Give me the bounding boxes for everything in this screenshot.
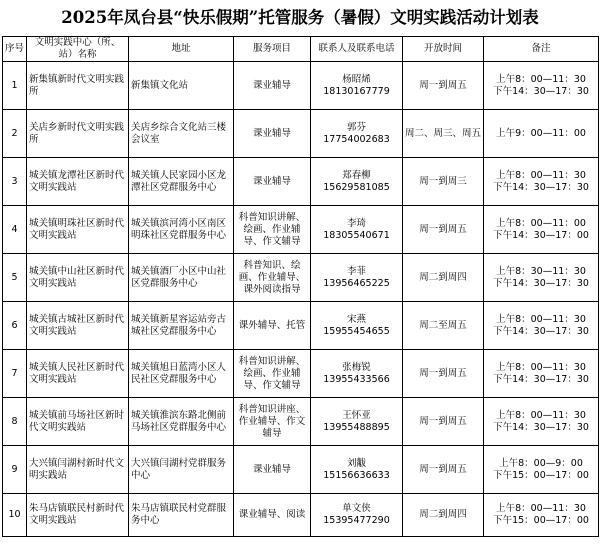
note-morning: 上午8：00—11：00 (496, 217, 586, 229)
table-row (3, 302, 599, 350)
table-row (3, 206, 599, 254)
table-row (3, 446, 599, 494)
contact-cell (311, 398, 403, 446)
note-morning: 上午8：00—11：30 (496, 361, 586, 373)
center-name: 城关镇明珠社区新时代文明实践站 (27, 206, 129, 254)
address: 城关镇滨河湾小区南区明珠社区党群服务中心 (129, 206, 234, 254)
note-afternoon: 下午15：00—17：00 (493, 515, 589, 526)
contact-phone: 15156636633 (323, 469, 390, 481)
contact-name: 李菲 (346, 265, 366, 277)
row-number: 6 (3, 302, 27, 350)
open-time: 周一到周五 (403, 398, 484, 446)
note-cell (484, 254, 599, 302)
row-number: 2 (3, 110, 27, 158)
address: 城关镇旭日蓝湾小区人民社区党群服务中心 (129, 350, 234, 398)
note-morning: 上午8：30—11：30 (496, 265, 586, 277)
service-items: 课业辅导 (234, 62, 311, 110)
contact-cell (311, 62, 403, 110)
note-morning: 上午8：00—11：30 (496, 169, 586, 181)
note-afternoon: 下午14：30—17：00 (493, 229, 589, 241)
address: 城关镇新星容运站旁古城社区党群服务中心 (129, 302, 234, 350)
contact-phone: 15629581085 (323, 181, 390, 193)
address: 城关镇淮滨东路北侧前马场社区党群服务中心 (129, 398, 234, 446)
contact-name: 单文侠 (342, 503, 371, 514)
service-items: 科普知识讲座、作业辅导、作文辅导 (234, 398, 311, 446)
contact-name: 李琦 (346, 217, 366, 229)
contact-name: 王怀亚 (342, 409, 371, 421)
note-cell (484, 62, 599, 110)
note-afternoon: 下午15：00—17：00 (493, 469, 589, 481)
service-items: 科普知识讲解、绘画、作业辅导、作文辅导 (234, 206, 311, 254)
header-service: 服务项目 (234, 37, 311, 62)
open-time: 周一到周五 (403, 446, 484, 494)
contact-name: 郭芬 (346, 121, 366, 133)
open-time: 周二到周四 (403, 254, 484, 302)
header-center: 文明实践中心（所、站）名称 (27, 37, 129, 62)
address: 大兴镇闫湖村党群服务中心 (129, 446, 234, 494)
header-no: 序号 (3, 37, 27, 62)
contact-phone: 15395477290 (323, 515, 390, 526)
center-name: 城关镇人民社区新时代文明实践站 (27, 350, 129, 398)
table-row (3, 254, 599, 302)
service-items: 课业辅导、阅读 (234, 494, 311, 537)
row-number: 9 (3, 446, 27, 494)
open-time: 周二至周五 (403, 302, 484, 350)
note-cell (484, 206, 599, 254)
contact-name: 张梅锐 (342, 361, 371, 373)
open-time: 周一到周三 (403, 158, 484, 206)
open-time: 周一到周五 (403, 206, 484, 254)
contact-name: 刘黻 (346, 457, 366, 469)
contact-phone: 17754002683 (323, 133, 390, 145)
contact-phone: 18305540671 (323, 229, 390, 241)
contact-name: 杨昭烯 (342, 73, 371, 85)
note-morning: 上午8：00—11：30 (496, 503, 586, 514)
note-afternoon: 下午14：30—17：30 (493, 277, 589, 289)
row-number: 5 (3, 254, 27, 302)
open-time: 周一到周五 (403, 350, 484, 398)
contact-cell (311, 206, 403, 254)
contact-cell (311, 254, 403, 302)
address: 城关镇人民家园小区龙潭社区党群服务中心 (129, 158, 234, 206)
note-afternoon: 下午14：30—17：30 (493, 85, 589, 97)
activity-plan-table (2, 36, 599, 537)
address: 朱马店镇联民村党群服务中心 (129, 494, 234, 537)
service-items: 课业辅导 (234, 446, 311, 494)
contact-name: 郑春柳 (342, 169, 371, 181)
note-afternoon: 下午14：30—17：30 (493, 325, 589, 337)
note-cell (484, 446, 599, 494)
address: 城关镇酒厂小区中山社区党群服务中心 (129, 254, 234, 302)
contact-phone: 13955433566 (323, 373, 390, 385)
contact-phone: 18130167779 (323, 85, 390, 97)
contact-phone: 13955488895 (323, 421, 390, 433)
note-cell (484, 158, 599, 206)
center-name: 城关镇龙潭社区新时代文明实践站 (27, 158, 129, 206)
row-number: 3 (3, 158, 27, 206)
note-morning: 上午8：00—11：30 (496, 313, 586, 325)
note-cell (484, 302, 599, 350)
header-contact: 联系人及联系电话 (311, 37, 403, 62)
contact-cell (311, 110, 403, 158)
contact-phone: 15955454655 (323, 325, 390, 337)
center-name: 大兴镇闫湖村新时代文明实践站 (27, 446, 129, 494)
center-name: 城关镇古城社区新时代文明实践站 (27, 302, 129, 350)
header-open-time: 开放时间 (403, 37, 484, 62)
service-items: 课外辅导、托管 (234, 302, 311, 350)
table-row (3, 110, 599, 158)
service-items: 科普知识讲解、绘画、作业辅导、作文辅导 (234, 350, 311, 398)
open-time: 周二到周四 (403, 494, 484, 537)
header-address: 地址 (129, 37, 234, 62)
service-items: 课业辅导 (234, 110, 311, 158)
service-items: 课业辅导 (234, 158, 311, 206)
note-afternoon: 下午14：30—17：30 (493, 373, 589, 385)
row-number: 7 (3, 350, 27, 398)
open-time: 周一到周五 (403, 62, 484, 110)
note-cell (484, 398, 599, 446)
row-number: 4 (3, 206, 27, 254)
row-number: 10 (3, 494, 27, 537)
service-items: 科普知识、绘画、作业辅导、课外阅读指导 (234, 254, 311, 302)
address: 关店乡综合文化站三楼会议室 (129, 110, 234, 158)
contact-cell (311, 494, 403, 537)
note-morning: 上午8：00—9：00 (499, 457, 583, 469)
row-number: 8 (3, 398, 27, 446)
center-name: 城关镇前马场社区新时代文明实践站 (27, 398, 129, 446)
row-number: 1 (3, 62, 27, 110)
center-name: 关店乡新时代文明实践所 (27, 110, 129, 158)
note-cell (484, 110, 599, 158)
table-row (3, 494, 599, 537)
center-name: 新集镇新时代文明实践所 (27, 62, 129, 110)
contact-cell (311, 302, 403, 350)
open-time: 周二、周三、周五 (403, 110, 484, 158)
note-afternoon: 下午14：30—17：30 (493, 181, 589, 193)
note-morning: 上午9：00—11：00 (496, 127, 586, 139)
document-title: 2025年凤台县“快乐假期”托管服务（暑假）文明实践活动计划表 (61, 8, 539, 27)
table-row (3, 350, 599, 398)
table-row (3, 62, 599, 110)
header-note: 备注 (484, 37, 599, 62)
contact-phone: 13956465225 (323, 277, 390, 289)
note-cell (484, 350, 599, 398)
contact-cell (311, 446, 403, 494)
contact-name: 宋燕 (346, 313, 366, 325)
center-name: 城关镇中山社区新时代文明实践站 (27, 254, 129, 302)
table-row (3, 158, 599, 206)
table-row (3, 398, 599, 446)
contact-cell (311, 350, 403, 398)
table-header-row (3, 37, 599, 62)
address: 新集镇文化站 (129, 62, 234, 110)
note-morning: 上午8：00—11：30 (496, 409, 586, 421)
note-afternoon: 下午14：30—17：30 (493, 421, 589, 433)
note-cell (484, 494, 599, 537)
note-morning: 上午8：00—11：30 (496, 73, 586, 85)
center-name: 朱马店镇联民村新时代文明实践站 (27, 494, 129, 537)
contact-cell (311, 158, 403, 206)
